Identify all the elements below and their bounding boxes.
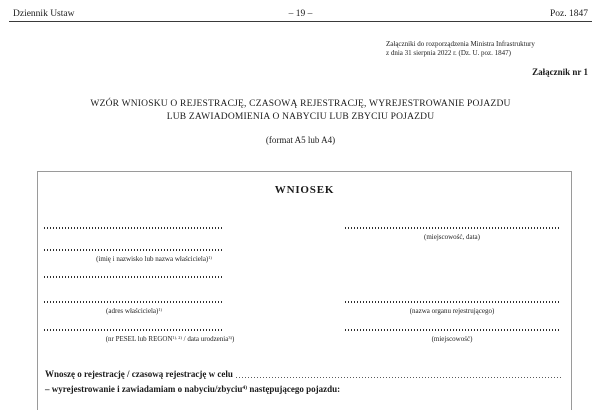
attachment-note-line2: z dnia 31 sierpnia 2022 r. (Dz. U. poz. 1847) — [386, 49, 511, 57]
place-label: (miejscowość) — [431, 335, 473, 343]
place-line — [345, 329, 559, 331]
format-note: (format A5 lub A4) — [265, 135, 336, 145]
owner-name-line-1 — [44, 227, 224, 229]
document-title — [0, 98, 601, 124]
owner-address-label: (adres właściciela)$^{1)}$ — [106, 306, 162, 315]
authority-line — [345, 301, 559, 303]
place-date-label: (miejscowość, data) — [424, 233, 480, 241]
position-ref: Poz. 1847 — [550, 9, 588, 19]
pesel-label: (nr PESEL lub $REGON^{1), 2)}$ / data urodzenia$^{3)}$) — [105, 334, 235, 343]
document-title-line2: LUB ZAWIADOMIENIA O NABYCIU LUB ZBYCIU POJAZDU — [166, 112, 435, 122]
page-number: – 19 – — [288, 9, 313, 19]
attachment-note-line1: Załączniki do rozporządzenia Ministra Infrastruktury — [386, 40, 535, 48]
pesel-line — [44, 329, 224, 331]
owner-name-label: (imię i nazwisko lub nazwa właściciela)$^{1)}$ — [96, 254, 212, 263]
owner-name-line-2 — [44, 249, 224, 251]
attachment-number: Załącznik nr 1 — [532, 67, 588, 77]
purpose-dotted-leader — [236, 372, 561, 380]
place-date-line — [345, 227, 559, 229]
attachment-note — [386, 40, 588, 58]
request-line-2: – wyrejestrowanie i zawiadamiam o nabyciu/zbyciu$^{4)}$ następującego pojazdu: — [45, 384, 341, 394]
header-rule — [9, 21, 592, 22]
form-heading: WNIOSEK — [274, 184, 335, 196]
document-title-line1: WZÓR WNIOSKU O REJESTRACJĘ, CZASOWĄ REJESTRACJĘ, WYREJESTROWANIE POJAZDU — [90, 99, 511, 109]
owner-address-line-2 — [44, 301, 224, 303]
owner-address-line-1 — [44, 276, 224, 278]
journal-title: Dziennik Ustaw — [13, 9, 75, 19]
authority-label: (nazwa organu rejestrującego) — [409, 307, 495, 315]
request-line-1: Wnoszę o rejestrację / czasową rejestrację w celu — [45, 368, 561, 380]
